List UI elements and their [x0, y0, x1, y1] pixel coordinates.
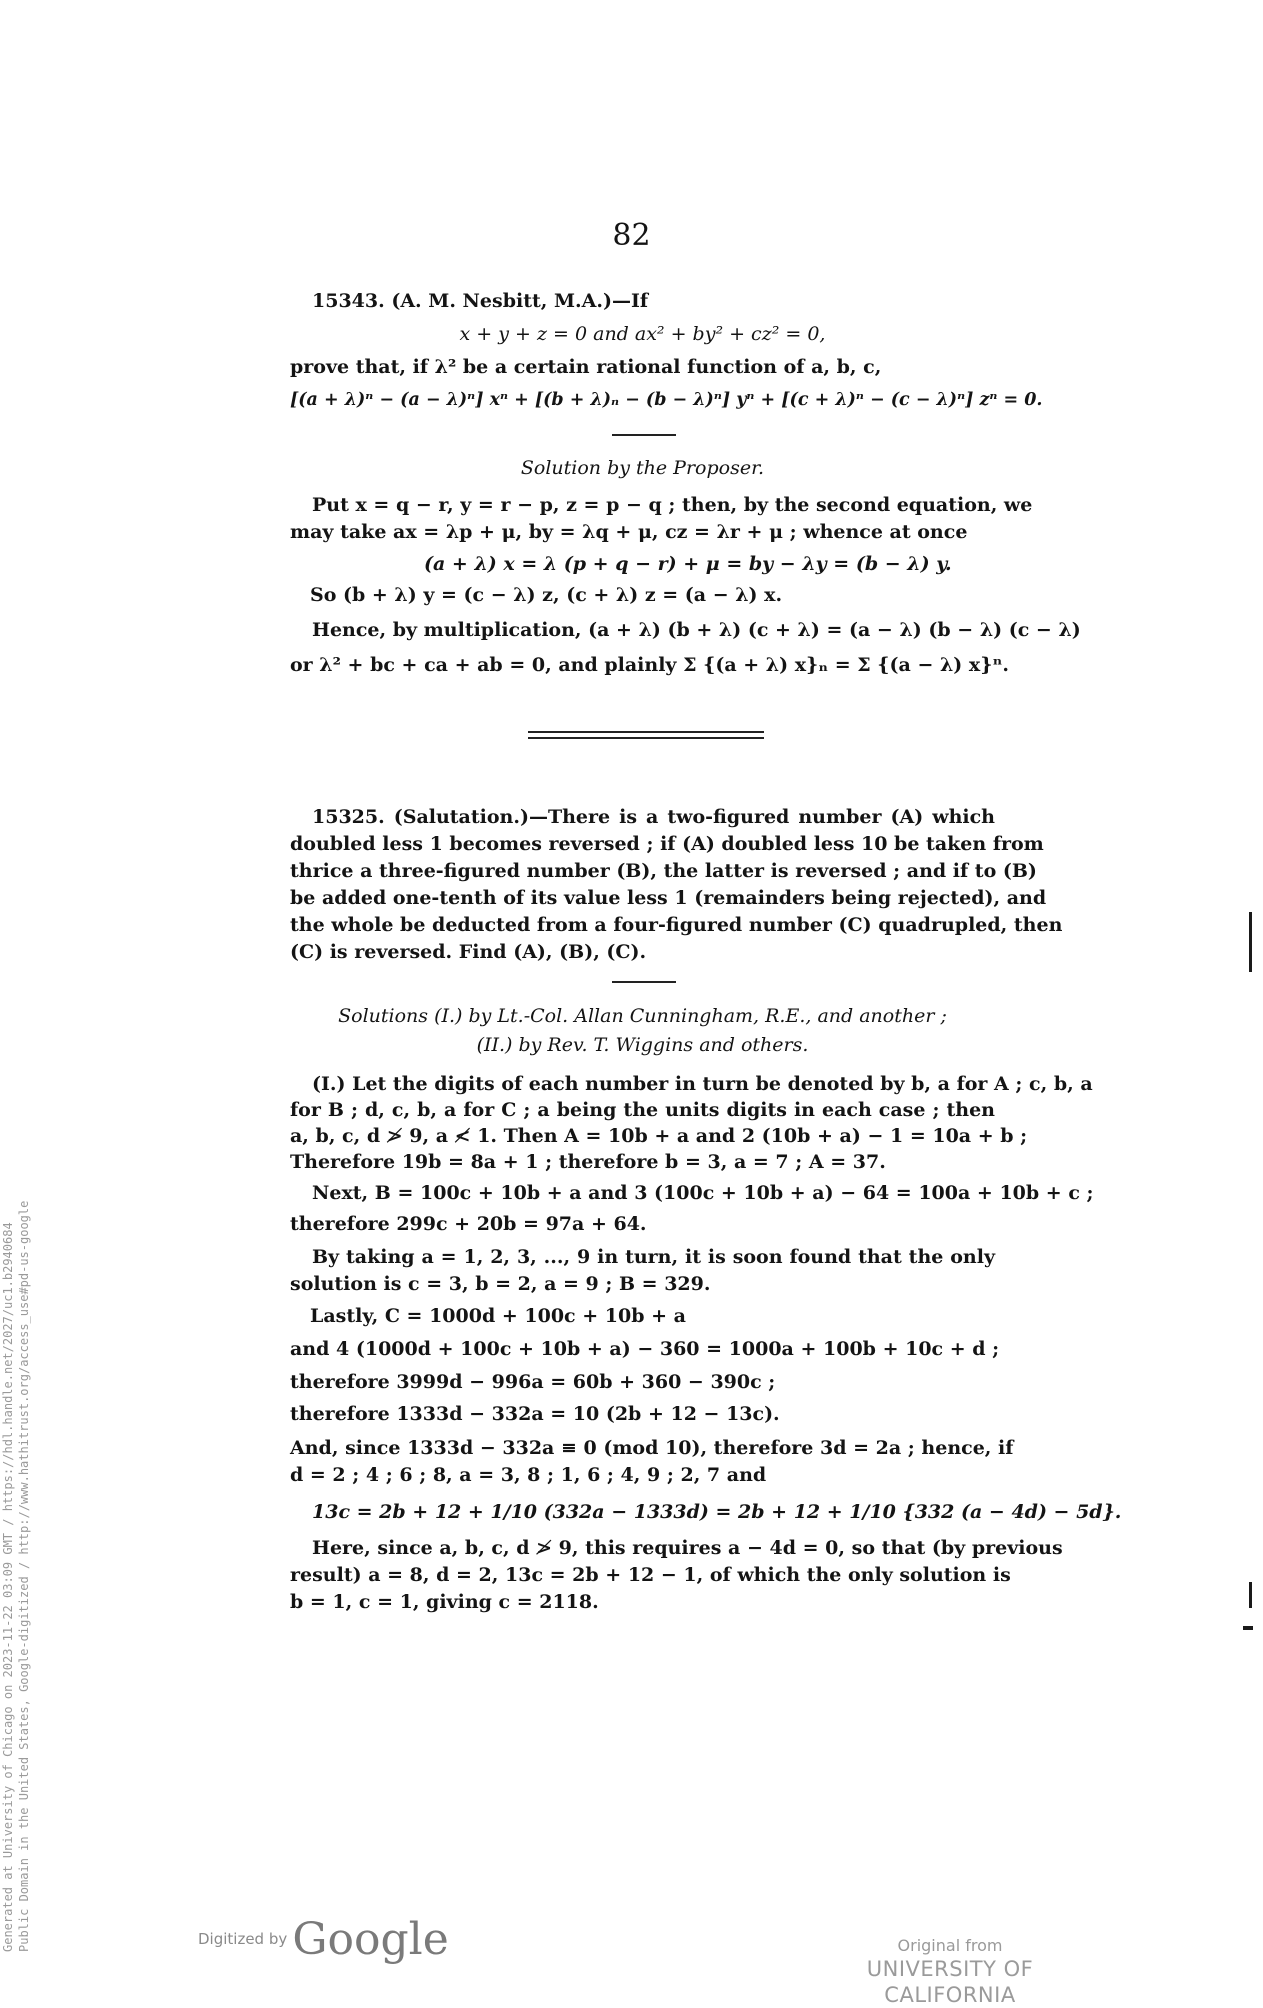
page-number: 82: [612, 218, 651, 253]
university-label: UNIVERSITY OF CALIFORNIA: [866, 1957, 1034, 2007]
solution-line: (I.) Let the digits of each number in turn be denoted by b, a for A ; c, b, a: [312, 1073, 1093, 1095]
problem-15343-prove-line: prove that, if λ² be a certain rational function of a, b, c,: [290, 356, 882, 378]
solution-line: Next, B = 100c + 10b + a and 3 (100c + 10b + a) − 64 = 100a + 10b + c ;: [312, 1182, 1094, 1204]
short-divider: [612, 434, 676, 436]
scan-mark: [1249, 912, 1252, 972]
double-divider-top: [528, 731, 764, 733]
scan-mark: [1243, 1626, 1253, 1630]
scan-mark: [1249, 1582, 1252, 1608]
watermark-line: Generated at University of Chicago on 2023-11-22 03:09 GMT / https://hdl.handle.net/2027/uc1.b2940684: [1, 1222, 15, 1952]
solution-line: may take ax = λp + μ, by = λq + μ, cz = λr + μ ; whence at once: [290, 521, 968, 543]
solution-line: b = 1, c = 1, giving c = 2118.: [290, 1591, 599, 1613]
provenance-watermark: [0, 1201, 32, 1952]
solution-line: a, b, c, d ≯ 9, a ≮ 1. Then A = 10b + a and 2 (10b + a) − 1 = 10a + b ;: [290, 1125, 1028, 1147]
short-divider: [612, 981, 676, 983]
solution-line: or λ² + bc + ca + ab = 0, and plainly Σ {(a + λ) x}ₙ = Σ {(a − λ) x}ⁿ.: [290, 654, 1009, 676]
original-from-label: Original from: [897, 1936, 1003, 1955]
solution-equation: (a + λ) x = λ (p + q − r) + μ = by − λy = (b − λ) y.: [424, 553, 952, 575]
solution-line: therefore 1333d − 332a = 10 (2b + 12 − 13c).: [290, 1403, 780, 1425]
solution-equation: So (b + λ) y = (c − λ) z, (c + λ) z = (a − λ) x.: [310, 584, 783, 606]
problem-15325-statement: 15325. (Salutation.)—There is a two-figured number (A) which: [312, 806, 995, 828]
double-divider-bottom: [528, 737, 764, 739]
original-from-credit: [800, 1936, 1100, 2008]
solution-line: solution is c = 3, b = 2, a = 9 ; B = 329.: [290, 1273, 711, 1295]
solution-line: therefore 3999d − 996a = 60b + 360 − 390c ;: [290, 1371, 776, 1393]
solution-heading-proposer: Solution by the Proposer.: [520, 457, 765, 479]
google-logo: Google: [292, 1914, 449, 1965]
problem-15325-statement: the whole be deducted from a four-figured number (C) quadrupled, then: [290, 914, 1063, 936]
solution-line: d = 2 ; 4 ; 6 ; 8, a = 3, 8 ; 1, 6 ; 4, 9 ; 2, 7 and: [290, 1464, 767, 1486]
digitized-by-label: Digitized by: [198, 1930, 288, 1948]
problem-15325-statement: be added one-tenth of its value less 1 (remainders being rejected), and: [290, 887, 1047, 909]
solution-line: therefore 299c + 20b = 97a + 64.: [290, 1213, 647, 1235]
solution-line: Here, since a, b, c, d ≯ 9, this requires a − 4d = 0, so that (by previous: [312, 1537, 1063, 1559]
solution-line: Hence, by multiplication, (a + λ) (b + λ) (c + λ) = (a − λ) (b − λ) (c − λ): [312, 619, 1081, 641]
solution-line: And, since 1333d − 332a ≡ 0 (mod 10), therefore 3d = 2a ; hence, if: [290, 1437, 1014, 1459]
problem-15325-statement: (C) is reversed. Find (A), (B), (C).: [290, 941, 647, 963]
solution-equation: 13c = 2b + 12 + 1/10 (332a − 1333d) = 2b + 12 + 1/10 {332 (a − 4d) − 5d}.: [312, 1501, 1122, 1523]
solutions-heading-1: Solutions (I.) by Lt.-Col. Allan Cunningham, R.E., and another ;: [338, 1005, 947, 1027]
solution-line: Put x = q − r, y = r − p, z = p − q ; then, by the second equation, we: [312, 494, 1033, 516]
problem-15325-statement: thrice a three-figured number (B), the latter is reversed ; and if to (B): [290, 860, 1037, 882]
problem-15343-heading: 15343. (A. M. Nesbitt, M.A.)—If: [312, 290, 649, 312]
solutions-heading-2: (II.) by Rev. T. Wiggins and others.: [476, 1034, 809, 1056]
solution-line: for B ; d, c, b, a for C ; a being the units digits in each case ; then: [290, 1099, 995, 1121]
solution-line: and 4 (1000d + 100c + 10b + a) − 360 = 1000a + 100b + 10c + d ;: [290, 1338, 1000, 1360]
problem-15343-condition: x + y + z = 0 and ax² + by² + cz² = 0,: [459, 323, 826, 345]
solution-line: Therefore 19b = 8a + 1 ; therefore b = 3, a = 7 ; A = 37.: [290, 1151, 886, 1173]
problem-15325-statement: doubled less 1 becomes reversed ; if (A) doubled less 10 be taken from: [290, 833, 1044, 855]
problem-15343-identity: [(a + λ)ⁿ − (a − λ)ⁿ] xⁿ + [(b + λ)ₙ − (b − λ)ⁿ] yⁿ + [(c + λ)ⁿ − (c − λ)ⁿ] zⁿ = 0.: [290, 390, 1043, 410]
watermark-line: Public Domain in the United States, Google-digitized / http://www.hathitrust.org/access_use#pd-us-google: [17, 1200, 31, 1952]
solution-line: Lastly, C = 1000d + 100c + 10b + a: [310, 1305, 686, 1327]
digitized-by-google: [198, 1914, 449, 1965]
solution-line: result) a = 8, d = 2, 13c = 2b + 12 − 1, of which the only solution is: [290, 1564, 1011, 1586]
solution-line: By taking a = 1, 2, 3, ..., 9 in turn, it is soon found that the only: [312, 1246, 995, 1268]
